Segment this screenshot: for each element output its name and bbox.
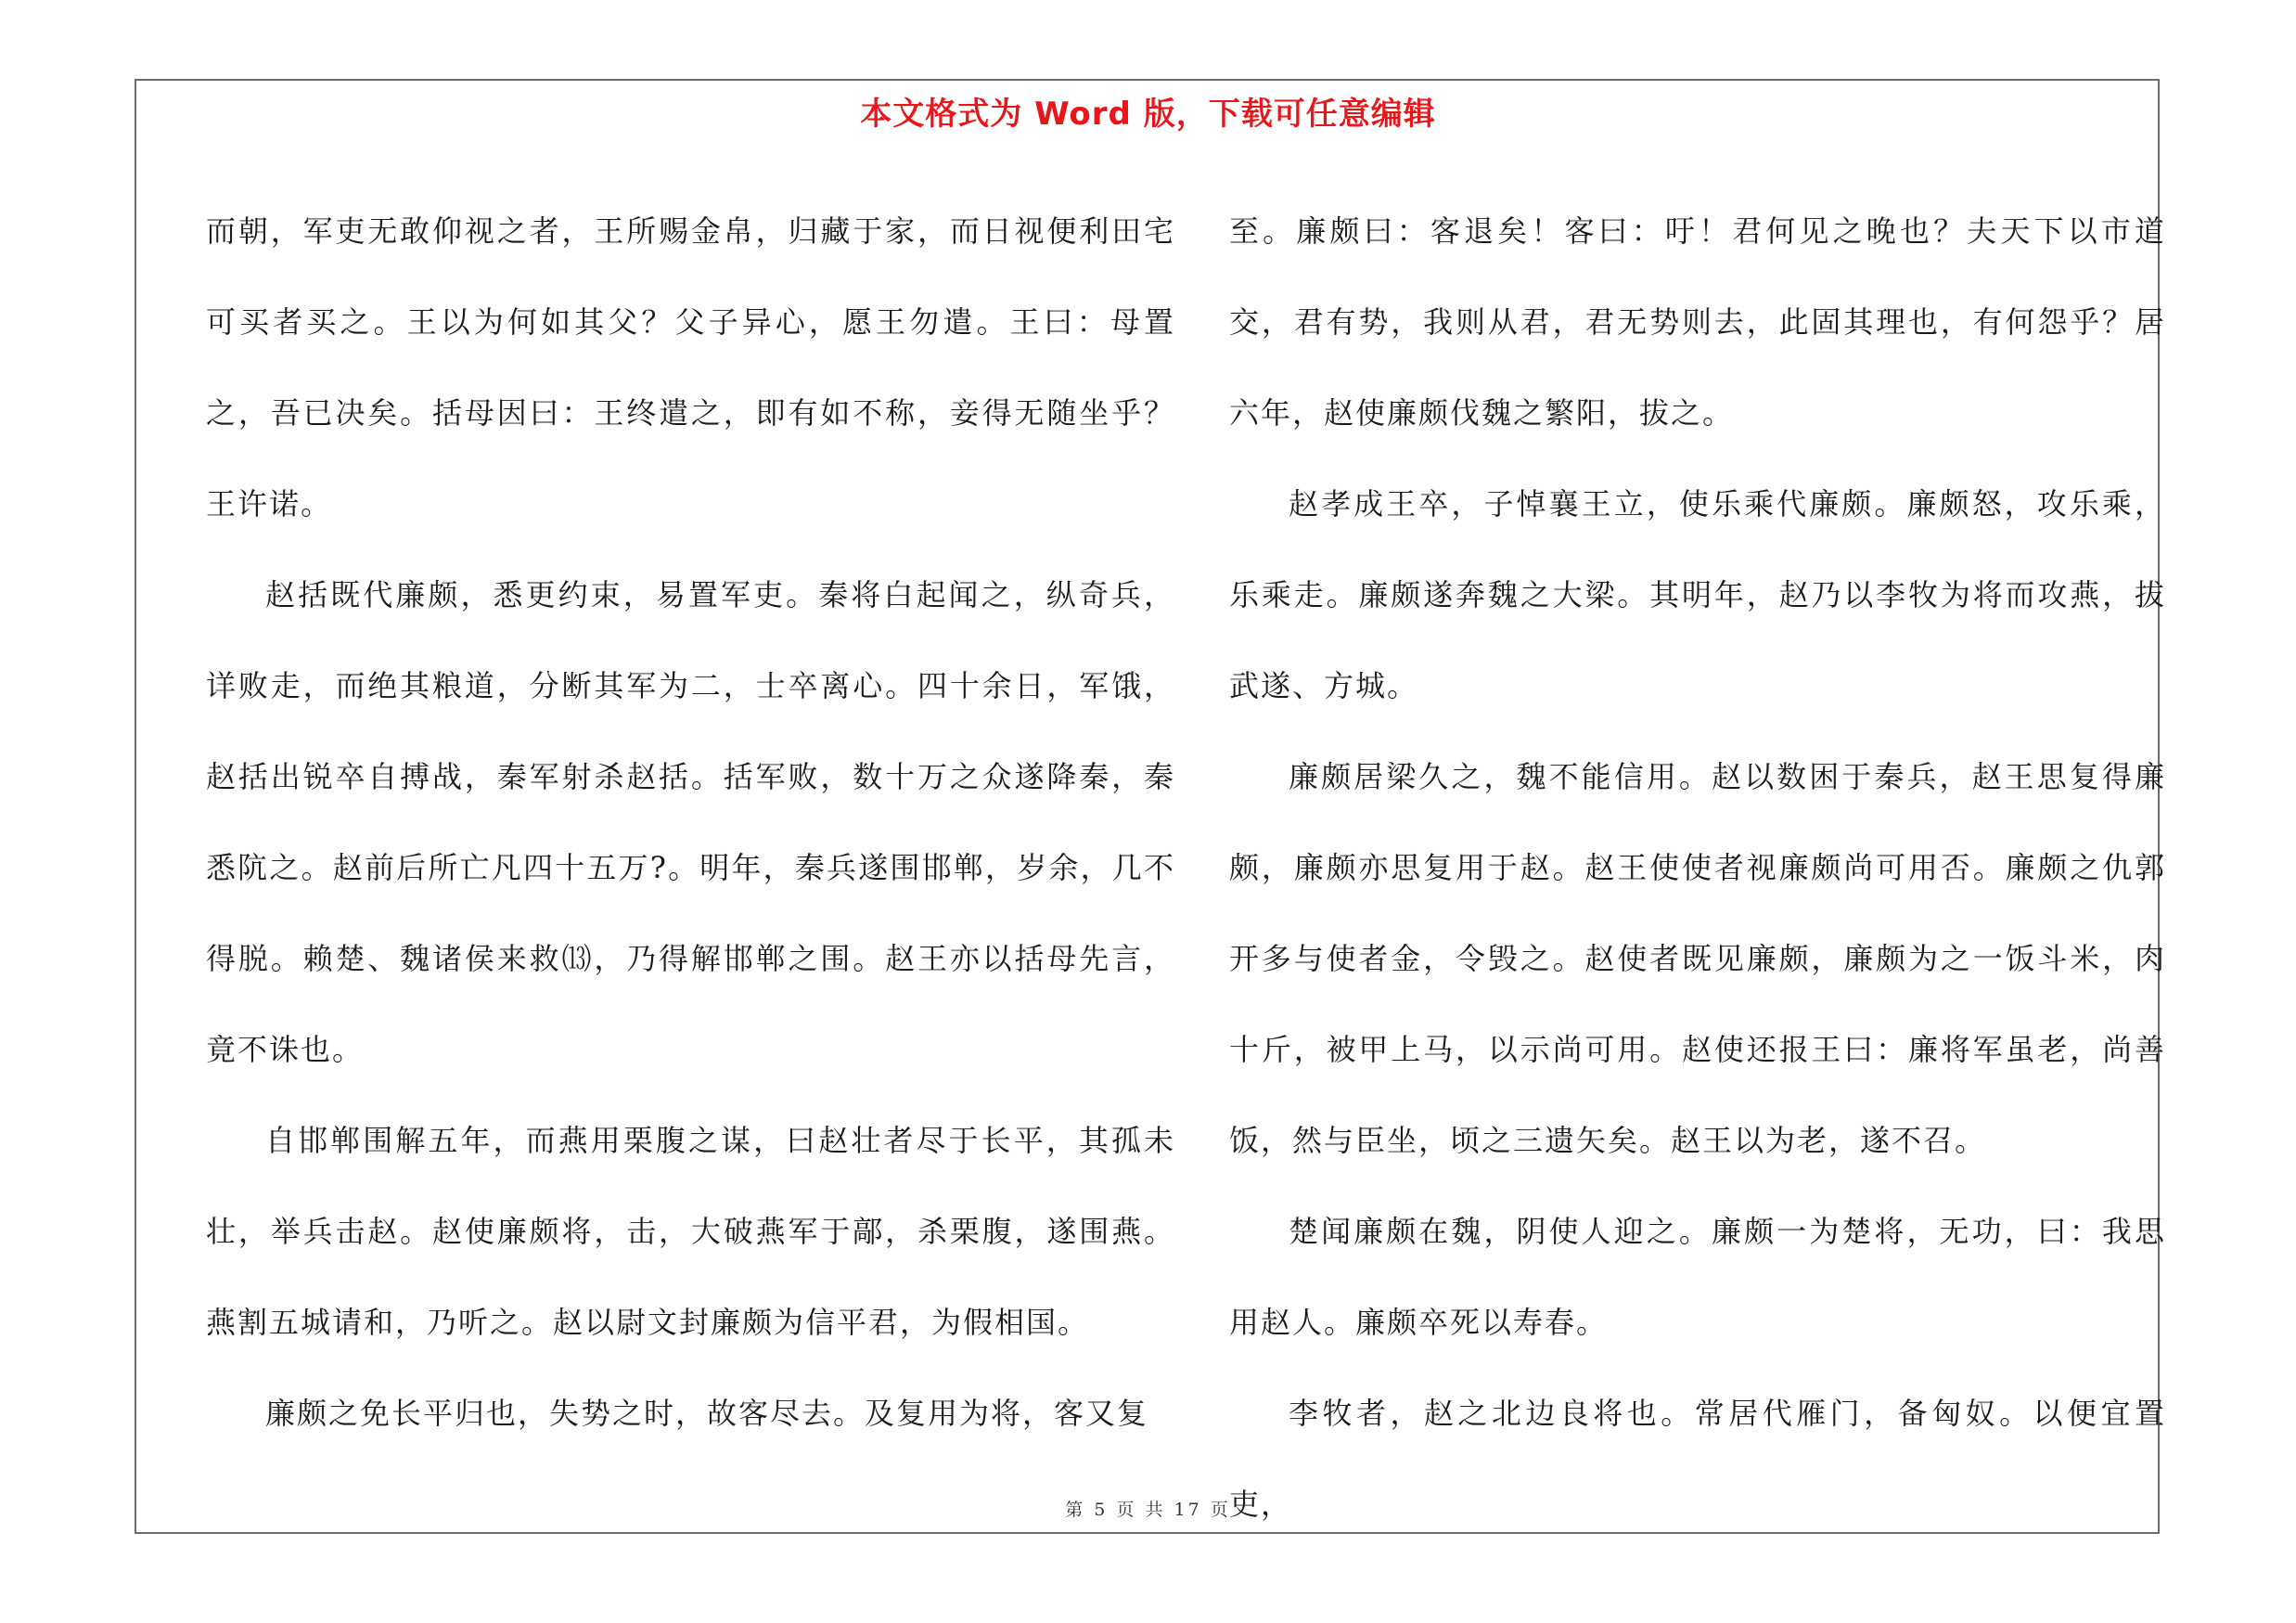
paragraph: 廉颇居梁久之，魏不能信用。赵以数困于秦兵，赵王思复得廉颇，廉颇亦思复用于赵。赵王使使者视廉颇尚可用否。廉颇之仇郭开多与使者金，令毁之。赵使者既见廉颇，廉颇为之一饭斗米，肉十斤，被甲上马，以示尚可用。赵使还报王曰：廉将军虽老，尚善饭，然与臣坐，顷之三遗矢矣。赵王以为老，遂不召。	[1229, 759, 2166, 1158]
paragraph: 廉颇之免长平归也，失势之时，故客尽去。及复用为将，客又复	[265, 1396, 1149, 1431]
left-column	[206, 186, 1175, 1459]
paragraph: 自邯郸围解五年，而燕用栗腹之谋，曰赵壮者尽于长平，其孤未壮，举兵击赵。赵使廉颇将，击，大破燕军于鄗，杀栗腹，遂围燕。燕割五城请和，乃听之。赵以尉文封廉颇为信平君，为假相国。	[206, 1123, 1175, 1340]
paragraph: 至。廉颇曰：客退矣！客曰：吁！君何见之晚也？夫天下以市道交，君有势，我则从君，君无势则去，此固其理也，有何怨乎？居六年，赵使廉颇伐魏之繁阳，拔之。	[1229, 213, 2166, 431]
paragraph: 而朝，军吏无敢仰视之者，王所赐金帛，归藏于家，而日视便利田宅可买者买之。王以为何如其父？父子异心，愿王勿遣。王曰：母置之，吾已决矣。括母因曰：王终遣之，即有如不称，妾得无随坐乎？王许诺。	[206, 213, 1175, 522]
paragraph: 楚闻廉颇在魏，阴使人迎之。廉颇一为楚将，无功，曰：我思用赵人。廉颇卒死以寿春。	[1229, 1214, 2166, 1340]
paragraph: 赵括既代廉颇，悉更约束，易置军吏。秦将白起闻之，纵奇兵，详败走，而绝其粮道，分断其军为二，士卒离心。四十余日，军饿，赵括出锐卒自搏战，秦军射杀赵括。括军败，数十万之众遂降秦，秦悉阬之。赵前后所亡凡四十五万?。明年，秦兵遂围邯郸，岁余，几不得脱。赖楚、魏诸侯来救⒀，乃得解邯郸之围。赵王亦以括母先言，竟不诛也。	[206, 577, 1175, 1067]
right-column	[1229, 186, 2166, 1550]
page-number: 第 5 页 共 17 页	[1065, 1500, 1231, 1520]
paragraph: 李牧者，赵之北边良将也。常居代雁门，备匈奴。以便宜置吏，	[1229, 1396, 2166, 1522]
header-banner: 本文格式为 Word 版，下载可任意编辑	[860, 96, 1436, 133]
paragraph: 赵孝成王卒，子悼襄王立，使乐乘代廉颇。廉颇怒，攻乐乘，乐乘走。廉颇遂奔魏之大梁。其明年，赵乃以李牧为将而攻燕，拔武遂、方城。	[1229, 486, 2166, 703]
